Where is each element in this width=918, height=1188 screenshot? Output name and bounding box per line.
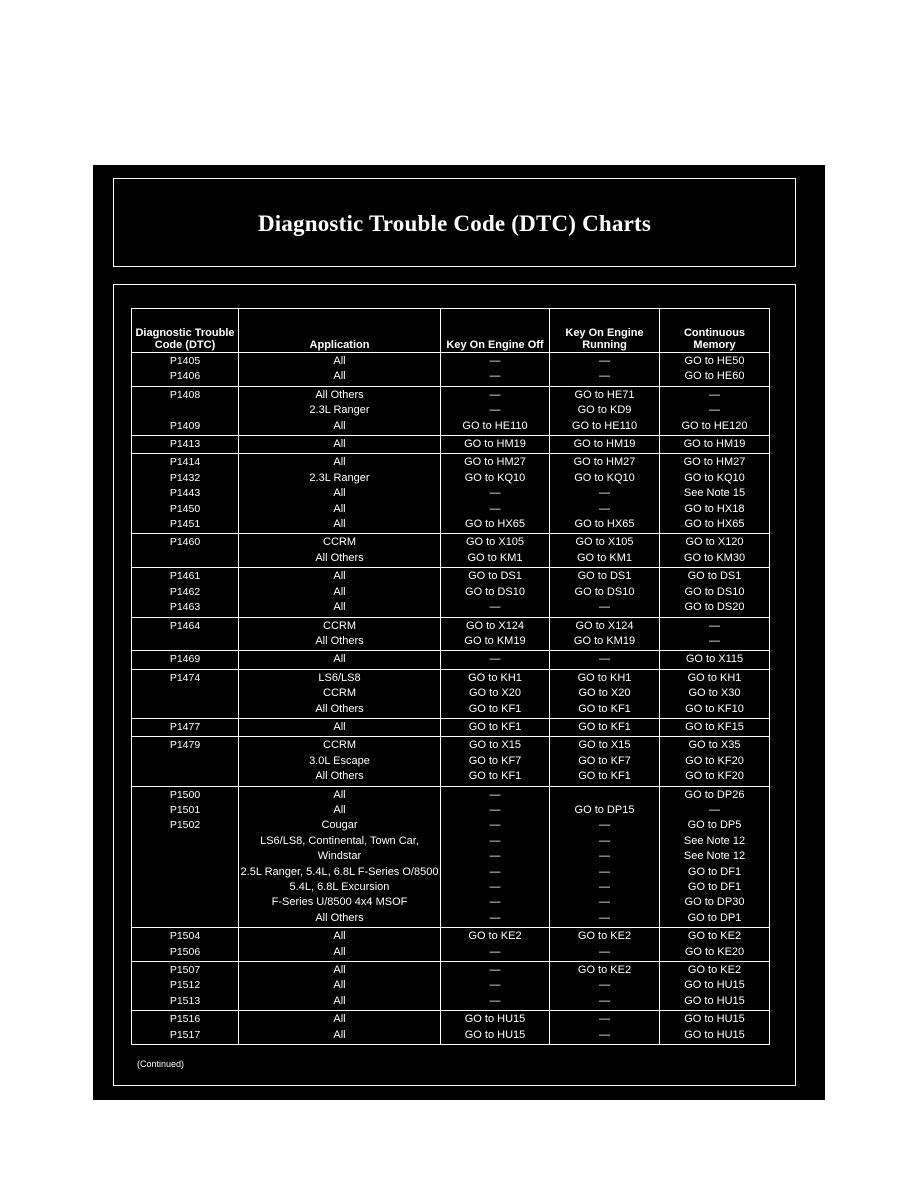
koer-cell: GO to HM27 (550, 454, 660, 471)
koeo-cell: — (441, 353, 550, 370)
continuous-memory-cell: — (660, 386, 770, 403)
dtc-code-cell: P1504 (132, 928, 239, 945)
dtc-code-cell (132, 702, 239, 719)
continuous-memory-cell: GO to X30 (660, 686, 770, 701)
table-row (132, 517, 770, 534)
koeo-cell: — (441, 911, 550, 928)
dtc-group (132, 669, 770, 718)
table-row (132, 403, 770, 418)
koer-cell: — (550, 994, 660, 1011)
koer-cell: GO to HX65 (550, 517, 660, 534)
table-row (132, 895, 770, 910)
koer-cell: — (550, 849, 660, 864)
application-cell: All (239, 454, 441, 471)
application-cell: CCRM (239, 617, 441, 634)
continuous-memory-cell: GO to DF1 (660, 865, 770, 880)
dtc-code-cell: P1516 (132, 1011, 239, 1028)
koer-cell: GO to KM1 (550, 551, 660, 568)
dtc-group (132, 962, 770, 1011)
continuous-memory-cell: GO to DS1 (660, 568, 770, 585)
table-row (132, 353, 770, 370)
koer-cell: — (550, 945, 660, 962)
koer-cell: GO to KF1 (550, 718, 660, 736)
continuous-memory-cell: GO to HM27 (660, 454, 770, 471)
application-cell: All (239, 803, 441, 818)
dtc-code-cell: P1474 (132, 669, 239, 686)
dtc-code-cell (132, 895, 239, 910)
koeo-cell: — (441, 849, 550, 864)
application-cell: CCRM (239, 686, 441, 701)
continuous-memory-cell: GO to X35 (660, 737, 770, 754)
koer-cell: GO to KD9 (550, 403, 660, 418)
koer-cell: GO to X105 (550, 534, 660, 551)
dtc-group (132, 718, 770, 736)
koer-cell: — (550, 880, 660, 895)
koer-cell: — (550, 911, 660, 928)
table-row (132, 803, 770, 818)
dtc-group (132, 568, 770, 617)
koeo-cell: GO to HU15 (441, 1028, 550, 1045)
continuous-memory-cell: GO to KF20 (660, 769, 770, 786)
application-cell: LS6/LS8 (239, 669, 441, 686)
dtc-code-cell: P1414 (132, 454, 239, 471)
continuous-memory-cell: GO to DF1 (660, 880, 770, 895)
koeo-cell: — (441, 895, 550, 910)
dtc-code-cell (132, 754, 239, 769)
continuous-memory-cell: — (660, 403, 770, 418)
koer-cell: GO to DP15 (550, 803, 660, 818)
koeo-cell: GO to X15 (441, 737, 550, 754)
application-cell: All (239, 962, 441, 979)
application-cell: All (239, 568, 441, 585)
application-cell: F-Series U/8500 4x4 MSOF (239, 895, 441, 910)
application-cell: All (239, 486, 441, 501)
continuous-memory-cell: GO to KQ10 (660, 471, 770, 486)
table-row (132, 471, 770, 486)
dtc-group (132, 651, 770, 669)
application-cell: 2.3L Ranger (239, 471, 441, 486)
dtc-code-cell: P1405 (132, 353, 239, 370)
application-cell: All (239, 978, 441, 993)
dtc-code-cell: P1502 (132, 818, 239, 833)
continuous-memory-cell: GO to DP5 (660, 818, 770, 833)
table-row (132, 568, 770, 585)
dtc-group (132, 617, 770, 651)
table-row (132, 911, 770, 928)
table-row (132, 585, 770, 600)
continuous-memory-cell: GO to KM30 (660, 551, 770, 568)
dtc-code-cell (132, 880, 239, 895)
application-cell: All (239, 517, 441, 534)
table-row (132, 454, 770, 471)
koer-cell: GO to KM19 (550, 634, 660, 651)
dtc-code-cell: P1462 (132, 585, 239, 600)
continuous-memory-cell: GO to DS10 (660, 585, 770, 600)
continuous-memory-cell: — (660, 803, 770, 818)
header-continuous-memory: Continuous Memory (660, 309, 770, 353)
koeo-cell: — (441, 818, 550, 833)
title-box (113, 178, 796, 267)
koer-cell: — (550, 895, 660, 910)
koeo-cell: GO to X20 (441, 686, 550, 701)
dtc-code-cell: P1432 (132, 471, 239, 486)
dtc-code-cell (132, 769, 239, 786)
application-cell: Cougar (239, 818, 441, 833)
koer-cell: GO to DS10 (550, 585, 660, 600)
application-cell: All Others (239, 911, 441, 928)
application-cell: 3.0L Escape (239, 754, 441, 769)
koeo-cell: GO to KH1 (441, 669, 550, 686)
application-cell: All (239, 786, 441, 803)
dtc-code-cell: P1450 (132, 502, 239, 517)
table-row (132, 994, 770, 1011)
table-row (132, 669, 770, 686)
koer-cell: GO to KQ10 (550, 471, 660, 486)
continuous-memory-cell: GO to HE50 (660, 353, 770, 370)
koeo-cell: GO to HE110 (441, 419, 550, 436)
dtc-code-cell (132, 551, 239, 568)
continuous-memory-cell: GO to KE20 (660, 945, 770, 962)
koer-cell: — (550, 978, 660, 993)
table-row (132, 1028, 770, 1045)
koeo-cell: GO to DS10 (441, 585, 550, 600)
table-row (132, 737, 770, 754)
dtc-code-cell: P1507 (132, 962, 239, 979)
koer-cell: GO to X15 (550, 737, 660, 754)
header-koer: Key On Engine Running (550, 309, 660, 353)
dtc-code-cell: P1479 (132, 737, 239, 754)
koer-cell: GO to DS1 (550, 568, 660, 585)
dtc-code-cell: P1513 (132, 994, 239, 1011)
koer-cell: — (550, 834, 660, 849)
application-cell: All Others (239, 702, 441, 719)
koer-cell (550, 786, 660, 803)
koeo-cell: GO to HU15 (441, 1011, 550, 1028)
dtc-group (132, 454, 770, 534)
koeo-cell: — (441, 978, 550, 993)
continuous-memory-cell: See Note 15 (660, 486, 770, 501)
continuous-memory-cell: GO to HX18 (660, 502, 770, 517)
koer-cell: GO to KH1 (550, 669, 660, 686)
koer-cell: — (550, 818, 660, 833)
header-koeo: Key On Engine Off (441, 309, 550, 353)
dtc-code-cell (132, 911, 239, 928)
koer-cell: GO to HM19 (550, 436, 660, 454)
koeo-cell: GO to KM1 (441, 551, 550, 568)
koeo-cell: GO to X124 (441, 617, 550, 634)
koer-cell: GO to X124 (550, 617, 660, 634)
koer-cell: — (550, 1028, 660, 1045)
koeo-cell: — (441, 386, 550, 403)
application-cell: All (239, 945, 441, 962)
dtc-code-cell: P1460 (132, 534, 239, 551)
koeo-cell: GO to DS1 (441, 568, 550, 585)
application-cell: All (239, 502, 441, 517)
koeo-cell: GO to HM27 (441, 454, 550, 471)
koeo-cell: GO to KF1 (441, 769, 550, 786)
continuous-memory-cell: GO to KF10 (660, 702, 770, 719)
koeo-cell: — (441, 403, 550, 418)
continuous-memory-cell: GO to HE120 (660, 419, 770, 436)
dtc-code-cell: P1464 (132, 617, 239, 634)
application-cell: All Others (239, 634, 441, 651)
koeo-cell: GO to HX65 (441, 517, 550, 534)
table-row (132, 551, 770, 568)
dtc-code-cell (132, 634, 239, 651)
koeo-cell: — (441, 803, 550, 818)
page-title: Diagnostic Trouble Code (DTC) Charts (257, 211, 652, 236)
continuous-memory-cell: GO to DP26 (660, 786, 770, 803)
application-cell: All (239, 1028, 441, 1045)
dtc-code-cell: P1413 (132, 436, 239, 454)
dtc-group (132, 534, 770, 568)
koeo-cell: — (441, 502, 550, 517)
koeo-cell: — (441, 786, 550, 803)
table-row (132, 369, 770, 386)
dtc-code-cell (132, 686, 239, 701)
table-row (132, 849, 770, 864)
table-row (132, 1011, 770, 1028)
table-row (132, 754, 770, 769)
application-cell: All (239, 600, 441, 617)
dtc-group (132, 386, 770, 435)
koeo-cell: — (441, 486, 550, 501)
application-cell: All (239, 585, 441, 600)
application-cell: All (239, 928, 441, 945)
application-cell: 2.5L Ranger, 5.4L, 6.8L F-Series O/8500 (239, 865, 441, 880)
koer-cell: GO to HE71 (550, 386, 660, 403)
dtc-code-cell: P1501 (132, 803, 239, 818)
koer-cell: — (550, 486, 660, 501)
table-row (132, 928, 770, 945)
koeo-cell: GO to KM19 (441, 634, 550, 651)
continuous-memory-cell: GO to HU15 (660, 1011, 770, 1028)
table-row (132, 962, 770, 979)
koer-cell: — (550, 1011, 660, 1028)
continuous-memory-cell: — (660, 634, 770, 651)
continuous-memory-cell: GO to DS20 (660, 600, 770, 617)
application-cell: All (239, 718, 441, 736)
table-row (132, 686, 770, 701)
table-row (132, 702, 770, 719)
header-row (132, 309, 770, 353)
dtc-code-cell: P1512 (132, 978, 239, 993)
application-cell: CCRM (239, 534, 441, 551)
application-cell: All (239, 353, 441, 370)
continuous-memory-cell: GO to HU15 (660, 1028, 770, 1045)
table-row (132, 818, 770, 833)
application-cell: 2.3L Ranger (239, 403, 441, 418)
dtc-code-cell (132, 849, 239, 864)
dtc-group (132, 353, 770, 387)
application-cell: All (239, 994, 441, 1011)
koer-cell: — (550, 502, 660, 517)
application-cell: LS6/LS8, Continental, Town Car, (239, 834, 441, 849)
dtc-code-cell (132, 834, 239, 849)
dtc-code-cell: P1477 (132, 718, 239, 736)
koeo-cell: GO to KF7 (441, 754, 550, 769)
table-row (132, 880, 770, 895)
dtc-code-cell: P1506 (132, 945, 239, 962)
dtc-code-cell: P1451 (132, 517, 239, 534)
table-row (132, 786, 770, 803)
continuous-memory-cell: GO to KE2 (660, 928, 770, 945)
koeo-cell: — (441, 994, 550, 1011)
continued-note: (Continued) (137, 1059, 185, 1069)
table-row (132, 534, 770, 551)
table-frame (113, 284, 796, 1086)
continuous-memory-cell: See Note 12 (660, 849, 770, 864)
table-row (132, 651, 770, 669)
table-row (132, 617, 770, 634)
table-row (132, 486, 770, 501)
application-cell: All (239, 651, 441, 669)
dtc-code-cell (132, 403, 239, 418)
dtc-table (131, 308, 770, 1045)
application-cell: All (239, 1011, 441, 1028)
continuous-memory-cell: GO to X115 (660, 651, 770, 669)
koeo-cell: — (441, 651, 550, 669)
application-cell: All Others (239, 386, 441, 403)
application-cell: All (239, 436, 441, 454)
application-cell: All (239, 369, 441, 386)
koeo-cell: GO to KE2 (441, 928, 550, 945)
koeo-cell: — (441, 880, 550, 895)
continuous-memory-cell: GO to KF15 (660, 718, 770, 736)
koer-cell: GO to X20 (550, 686, 660, 701)
application-cell: CCRM (239, 737, 441, 754)
koer-cell: GO to KE2 (550, 962, 660, 979)
dtc-code-cell: P1517 (132, 1028, 239, 1045)
header-dtc: Diagnostic Trouble Code (DTC) (132, 309, 239, 353)
koer-cell: — (550, 865, 660, 880)
koer-cell: GO to KF1 (550, 769, 660, 786)
table-row (132, 436, 770, 454)
table-row (132, 386, 770, 403)
continuous-memory-cell: GO to HE60 (660, 369, 770, 386)
dtc-code-cell: P1463 (132, 600, 239, 617)
continuous-memory-cell: — (660, 617, 770, 634)
koeo-cell: GO to KF1 (441, 718, 550, 736)
table-row (132, 419, 770, 436)
koer-cell: — (550, 369, 660, 386)
dtc-code-cell: P1461 (132, 568, 239, 585)
koeo-cell: — (441, 865, 550, 880)
koer-cell: GO to HE110 (550, 419, 660, 436)
koeo-cell: GO to X105 (441, 534, 550, 551)
table-row (132, 502, 770, 517)
koeo-cell: — (441, 962, 550, 979)
dtc-code-cell (132, 865, 239, 880)
table-row (132, 600, 770, 617)
application-cell: All (239, 419, 441, 436)
koeo-cell: — (441, 369, 550, 386)
koeo-cell: — (441, 834, 550, 849)
koeo-cell: GO to KF1 (441, 702, 550, 719)
continuous-memory-cell: GO to KH1 (660, 669, 770, 686)
continuous-memory-cell: GO to KE2 (660, 962, 770, 979)
table-row (132, 634, 770, 651)
table-row (132, 718, 770, 736)
dtc-code-cell: P1500 (132, 786, 239, 803)
document-page (93, 165, 825, 1100)
application-cell: Windstar (239, 849, 441, 864)
continuous-memory-cell: GO to HU15 (660, 994, 770, 1011)
continuous-memory-cell: GO to DP1 (660, 911, 770, 928)
koer-cell: — (550, 353, 660, 370)
table-row (132, 865, 770, 880)
continuous-memory-cell: GO to X120 (660, 534, 770, 551)
koeo-cell: — (441, 945, 550, 962)
koer-cell: — (550, 651, 660, 669)
table-row (132, 978, 770, 993)
dtc-code-cell: P1406 (132, 369, 239, 386)
continuous-memory-cell: See Note 12 (660, 834, 770, 849)
table-row (132, 945, 770, 962)
application-cell: All Others (239, 551, 441, 568)
koer-cell: — (550, 600, 660, 617)
koeo-cell: GO to HM19 (441, 436, 550, 454)
dtc-group (132, 737, 770, 786)
koer-cell: GO to KE2 (550, 928, 660, 945)
table-row (132, 834, 770, 849)
application-cell: 5.4L, 6.8L Excursion (239, 880, 441, 895)
dtc-code-cell: P1409 (132, 419, 239, 436)
continuous-memory-cell: GO to HX65 (660, 517, 770, 534)
koer-cell: GO to KF1 (550, 702, 660, 719)
dtc-code-cell: P1443 (132, 486, 239, 501)
application-cell: All Others (239, 769, 441, 786)
dtc-group (132, 786, 770, 928)
dtc-code-cell: P1469 (132, 651, 239, 669)
continuous-memory-cell: GO to HM19 (660, 436, 770, 454)
continuous-memory-cell: GO to KF20 (660, 754, 770, 769)
dtc-group (132, 928, 770, 962)
dtc-group (132, 1011, 770, 1045)
dtc-code-cell: P1408 (132, 386, 239, 403)
koeo-cell: — (441, 600, 550, 617)
koer-cell: GO to KF7 (550, 754, 660, 769)
dtc-group (132, 436, 770, 454)
continuous-memory-cell: GO to HU15 (660, 978, 770, 993)
table-row (132, 769, 770, 786)
koeo-cell: GO to KQ10 (441, 471, 550, 486)
continuous-memory-cell: GO to DP30 (660, 895, 770, 910)
header-application: Application (239, 309, 441, 353)
